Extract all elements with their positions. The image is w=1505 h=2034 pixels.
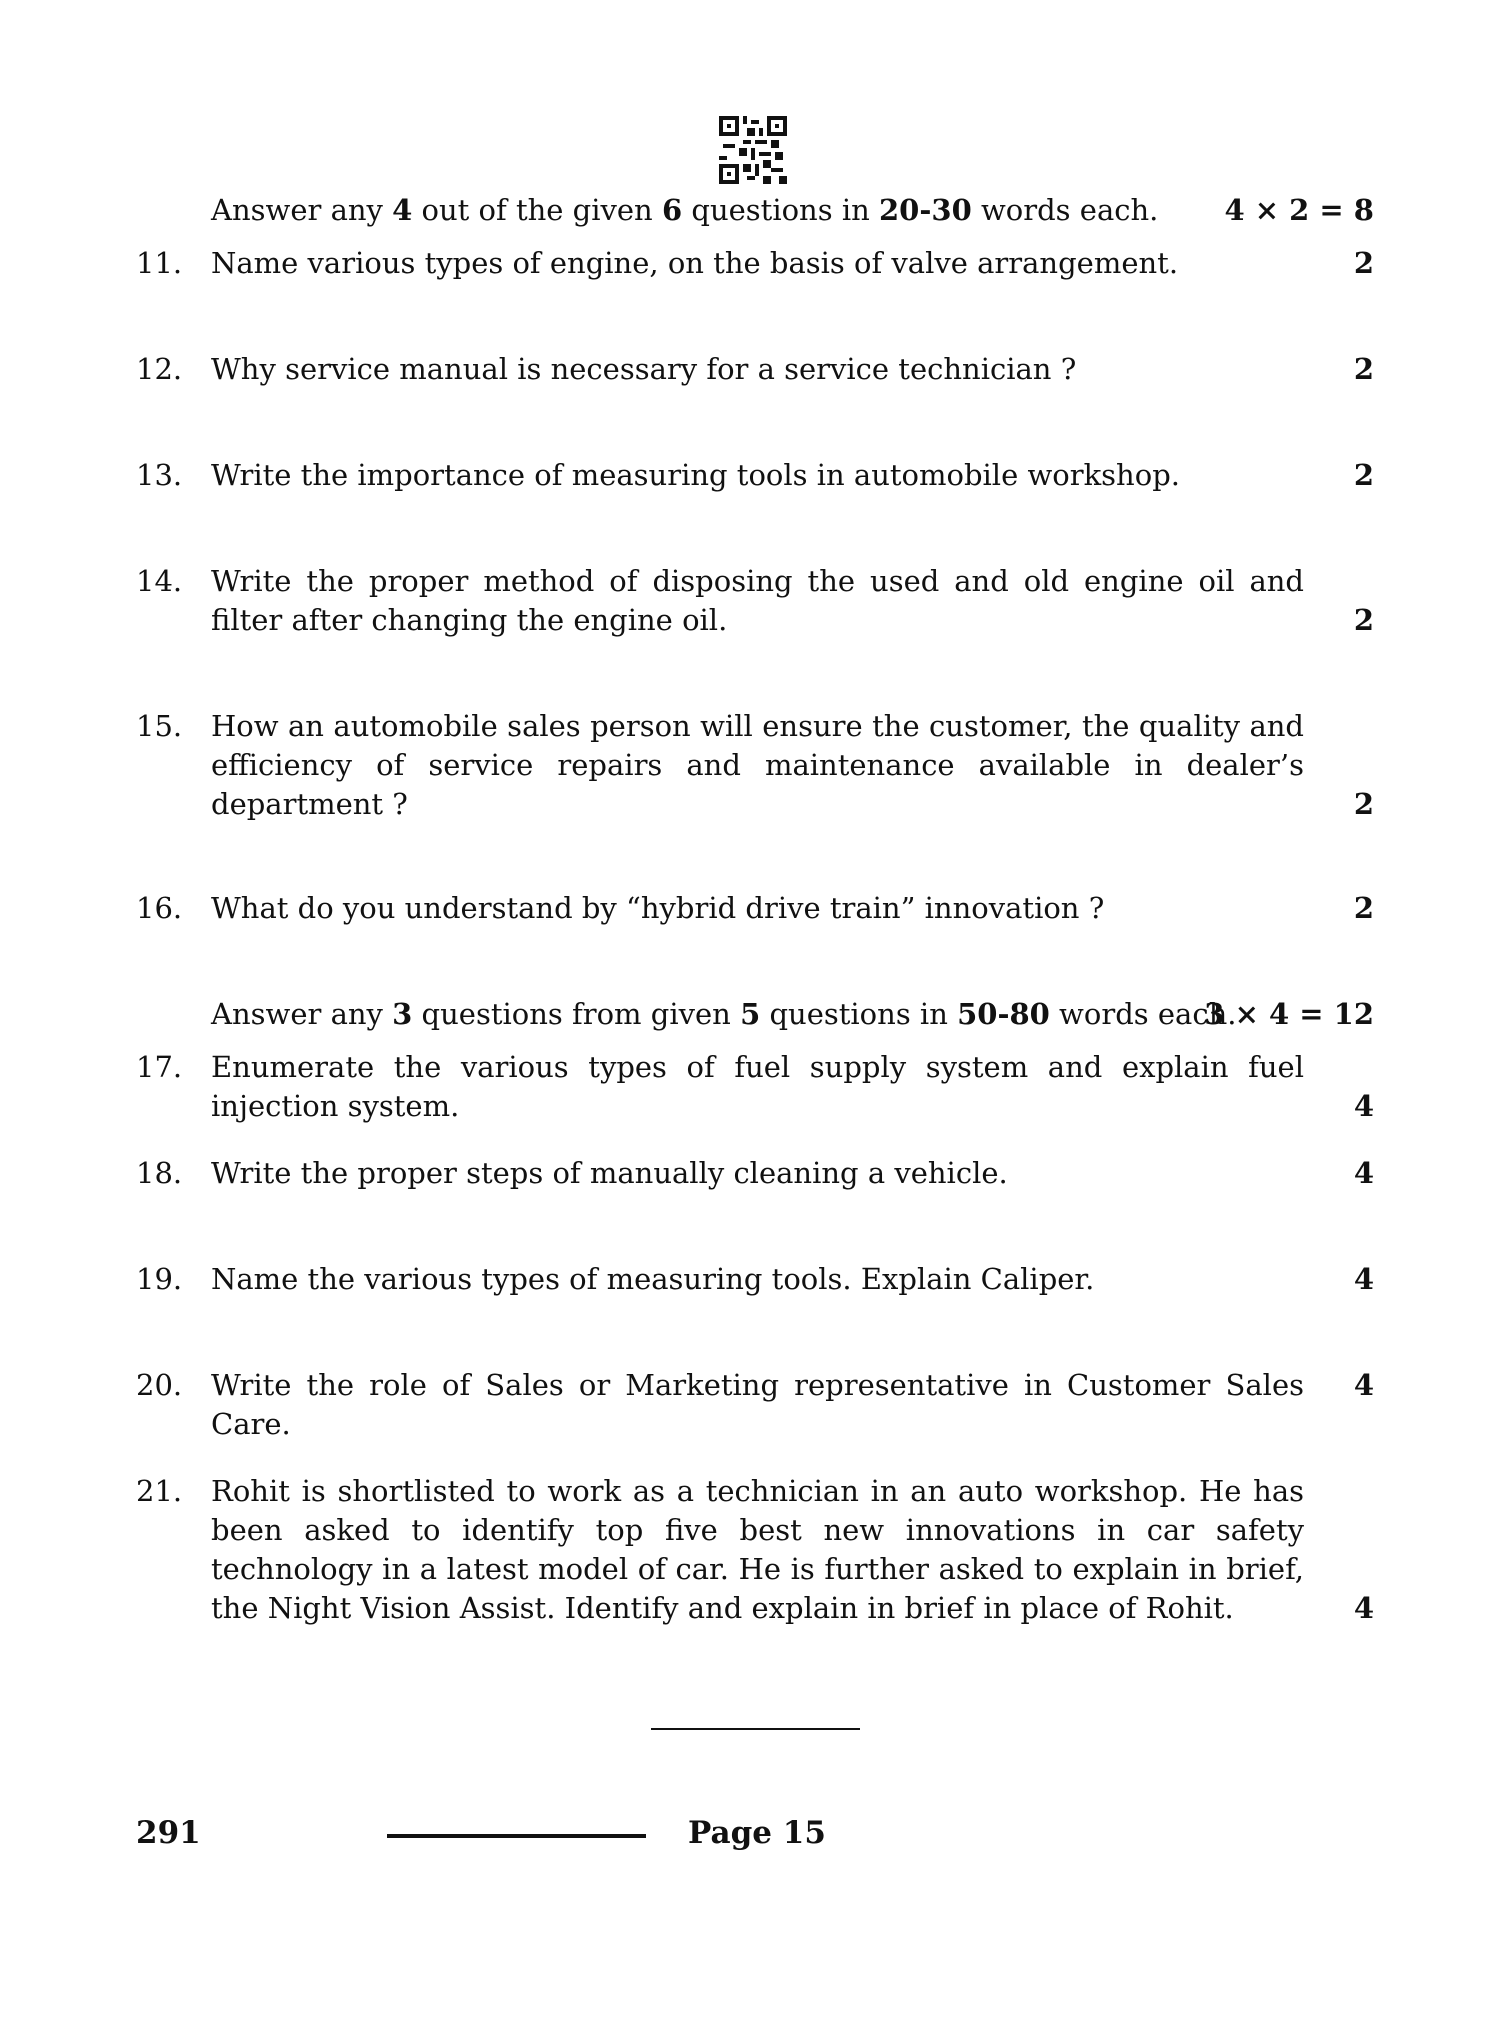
question-text: [211, 707, 1304, 824]
question-marks: 2: [1353, 787, 1374, 821]
footer-line: [387, 1834, 646, 1838]
question-text: [211, 1154, 1304, 1193]
question-line: Enumerate the various types of fuel supply system and explain fuel: [211, 1050, 1304, 1084]
question-marks: 2: [1353, 458, 1374, 492]
section-marks: 4 × 2 = 8: [1224, 193, 1374, 227]
question-line: Rohit is shortlisted to work as a technician in an auto workshop. He has: [211, 1474, 1304, 1508]
question-number: 15.: [136, 709, 183, 743]
question-text: [211, 1260, 1304, 1299]
question-text: [211, 244, 1304, 283]
question-number: 21.: [136, 1474, 183, 1508]
question-line: department ?: [211, 787, 408, 821]
question-line: What do you understand by “hybrid drive train” innovation ?: [211, 891, 1105, 925]
question-number: 12.: [136, 352, 183, 386]
question-line: Write the proper steps of manually cleaning a vehicle.: [211, 1156, 1008, 1190]
question-line: Name various types of engine, on the basis of valve arrangement.: [211, 246, 1179, 280]
page-number: Page 15: [688, 1815, 826, 1851]
question-line: Write the proper method of disposing the used and old engine oil and: [211, 564, 1304, 598]
question-text: [211, 1048, 1304, 1126]
question-marks: 4: [1353, 1089, 1374, 1123]
question-text: [211, 562, 1304, 640]
question-line: Write the role of Sales or Marketing representative in Customer Sales Care.: [211, 1368, 1304, 1441]
question-text: [211, 889, 1304, 928]
question-line: injection system.: [211, 1089, 460, 1123]
question-line: Name the various types of measuring tools. Explain Caliper.: [211, 1262, 1095, 1296]
qr-code: [719, 116, 787, 184]
section-marks: 3 × 4 = 12: [1204, 997, 1374, 1031]
question-line: How an automobile sales person will ensure the customer, the quality and: [211, 709, 1304, 743]
question-number: 16.: [136, 891, 183, 925]
question-number: 17.: [136, 1050, 183, 1084]
question-marks: 4: [1353, 1368, 1374, 1402]
question-line: technology in a latest model of car. He is further asked to explain in brief,: [211, 1552, 1304, 1586]
question-number: 11.: [136, 246, 183, 280]
question-text: [211, 456, 1304, 495]
paper-code: 291: [136, 1815, 201, 1851]
question-text: [211, 1472, 1304, 1628]
question-marks: 4: [1353, 1156, 1374, 1190]
question-line: filter after changing the engine oil.: [211, 603, 728, 637]
question-number: 18.: [136, 1156, 183, 1190]
question-number: 14.: [136, 564, 183, 598]
question-marks: 4: [1353, 1591, 1374, 1625]
question-marks: 2: [1353, 603, 1374, 637]
question-number: 20.: [136, 1368, 183, 1402]
question-number: 13.: [136, 458, 183, 492]
question-line: the Night Vision Assist. Identify and explain in brief in place of Rohit.: [211, 1591, 1234, 1625]
question-line: Write the importance of measuring tools in automobile workshop.: [211, 458, 1180, 492]
question-line: Why service manual is necessary for a service technician ?: [211, 352, 1077, 386]
question-line: been asked to identify top five best new innovations in car safety: [211, 1513, 1304, 1547]
question-marks: 2: [1353, 246, 1374, 280]
question-text: [211, 1366, 1304, 1444]
question-marks: 2: [1353, 352, 1374, 386]
end-rule: [651, 1728, 860, 1730]
question-line: efficiency of service repairs and maintenance available in dealer’s: [211, 748, 1304, 782]
question-number: 19.: [136, 1262, 183, 1296]
question-marks: 4: [1353, 1262, 1374, 1296]
question-marks: 2: [1353, 891, 1374, 925]
question-text: [211, 350, 1304, 389]
